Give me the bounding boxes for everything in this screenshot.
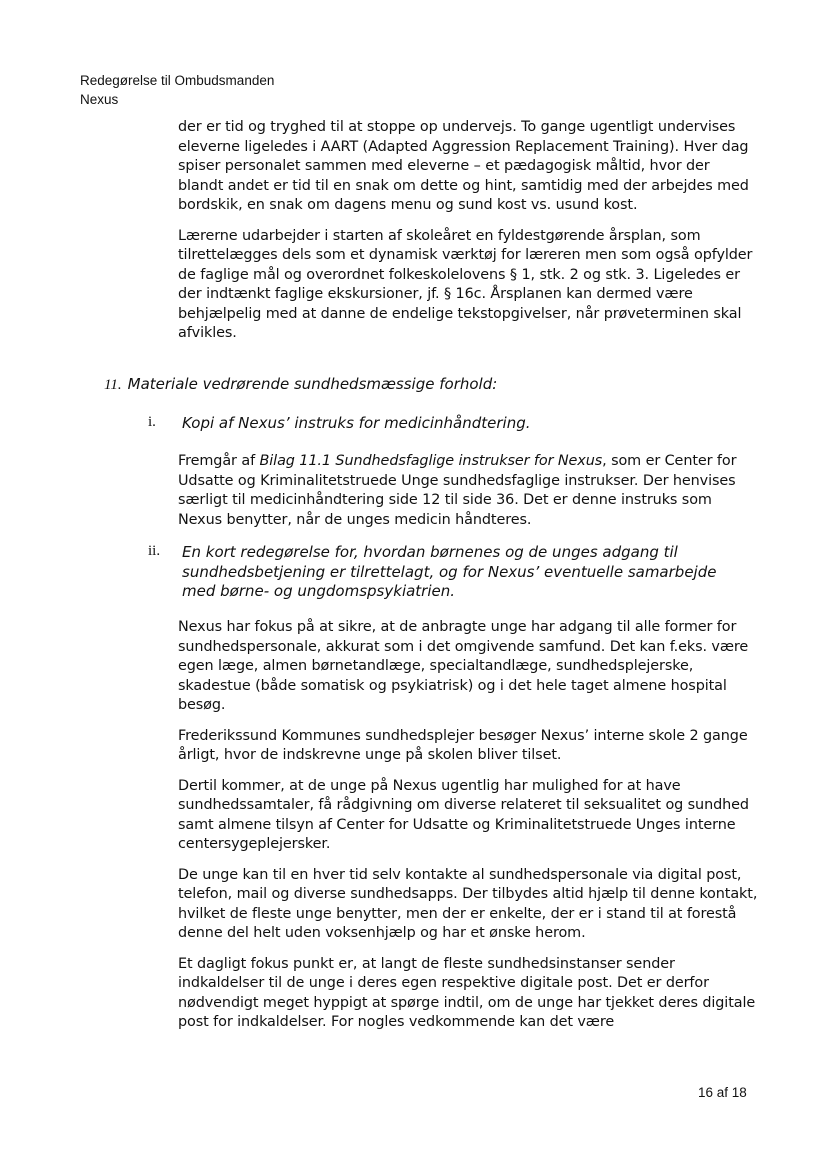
page-number: 16 af 18 bbox=[698, 1085, 747, 1100]
item-i-body bbox=[178, 452, 758, 541]
section-number: 11. bbox=[104, 377, 122, 393]
paragraph-digital-post: Et dagligt fokus punkt er, at langt de fleste sundhedsinstanser sender indkaldelser til de unge i deres egen respektive digitale post. Det er derfor nødvendigt meget hyppigt at spørge indtil, om de unge har tjekket deres digitale post for indkaldelser. For nogles vedkommende kan det være bbox=[178, 955, 756, 1030]
item-ii-numeral: ii. bbox=[148, 543, 161, 559]
page-header bbox=[80, 71, 274, 109]
item-ii-title: En kort redegørelse for, hvordan børnenes og de unges adgang til sundhedsbetjening er tilrettelagt, og for Nexus’ eventuelle samarbejde med børne- og ungdomspsykiatrien. bbox=[182, 543, 717, 600]
paragraph-sundhedsplejer: Frederikssund Kommunes sundhedsplejer besøger Nexus’ interne skole 2 gange årligt, hvor de indskrevne unge på skolen bliver tilset. bbox=[178, 727, 748, 763]
header-subtitle: Nexus bbox=[80, 92, 119, 107]
header-title: Redegørelse til Ombudsmanden bbox=[80, 73, 275, 88]
top-paragraphs bbox=[178, 118, 758, 355]
medicin-prefix: Fremgår af bbox=[178, 453, 260, 469]
item-i-numeral: i. bbox=[148, 414, 156, 430]
paragraph-kontakt: De unge kan til en hver tid selv kontakte al sundhedspersonale via digital post, telefon, mail og diverse sundhedsapps. Der tilbydes altid hjælp til denne kontakt, hvilket de fleste unge benytter, men der er enkelte, der er i stand til at forestå denne del helt uden voksenhjælp og har et ønske herom. bbox=[178, 866, 758, 941]
bilag-reference: Bilag 11.1 Sundhedsfaglige instrukser for Nexus bbox=[259, 453, 603, 469]
section-title: Materiale vedrørende sundhedsmæssige forhold: bbox=[127, 375, 498, 393]
paragraph-adgang: Nexus har fokus på at sikre, at de anbragte unge har adgang til alle former for sundhedspersonale, akkurat som i det omgivende samfund. Det kan f.eks. være egen læge, almen børnetandlæge, specialtandlæge, sundhedsplejerske, skadestue (både somatisk og psykiatrisk) og i det hele taget almene hospital besøg. bbox=[178, 619, 749, 713]
paragraph-sundhedssamtaler: Dertil kommer, at de unge på Nexus ugentlig har mulighed for at have sundhedssamtaler, få rådgivning om diverse relateret til seksualitet og sundhed samt almene tilsyn af Center for Udsatte og Kriminalitetstruede Unges interne centersygeplejersker. bbox=[178, 777, 749, 852]
paragraph-aarsplan: Lærerne udarbejder i starten af skoleåret en fyldestgørende årsplan, som tilrettelægges dels som et dynamisk værktøj for læreren men som også opfylder de faglige mål og overordnet folkeskolelovens § 1, stk. 2 og stk. 3. Ligeledes er der indtænkt faglige ekskursioner, jf. § 16c. Årsplanen kan dermed være behjælpelig med at danne de endelige tekstopgivelser, når prøveterminen skal afvikles. bbox=[178, 227, 753, 341]
medicin-rest: , som er Center for Udsatte og Kriminalitetstruede Unge sundhedsfaglige instrukser. Der henvises særligt til medicinhåndtering side 12 til side 36. Det er denne instruks som Nexus benytter, når de unges medicin håndteres. bbox=[178, 453, 737, 528]
item-ii-body bbox=[178, 618, 758, 1044]
paragraph-medicin bbox=[178, 452, 758, 530]
item-i-title: Kopi af Nexus’ instruks for medicinhåndtering. bbox=[182, 414, 531, 432]
section-heading bbox=[104, 375, 497, 394]
paragraph-aart: der er tid og tryghed til at stoppe op undervejs. To gange ugentligt undervises eleverne ligeledes i AART (Adapted Aggression Replacement Training). Hver dag spiser personalet sammen med eleverne – et pædagogisk måltid, hvor der blandt andet er tid til en snak om dette og hint, samtidig med der arbejdes med bordskik, en snak om dagens menu og sund kost vs. usund kost. bbox=[178, 119, 749, 213]
